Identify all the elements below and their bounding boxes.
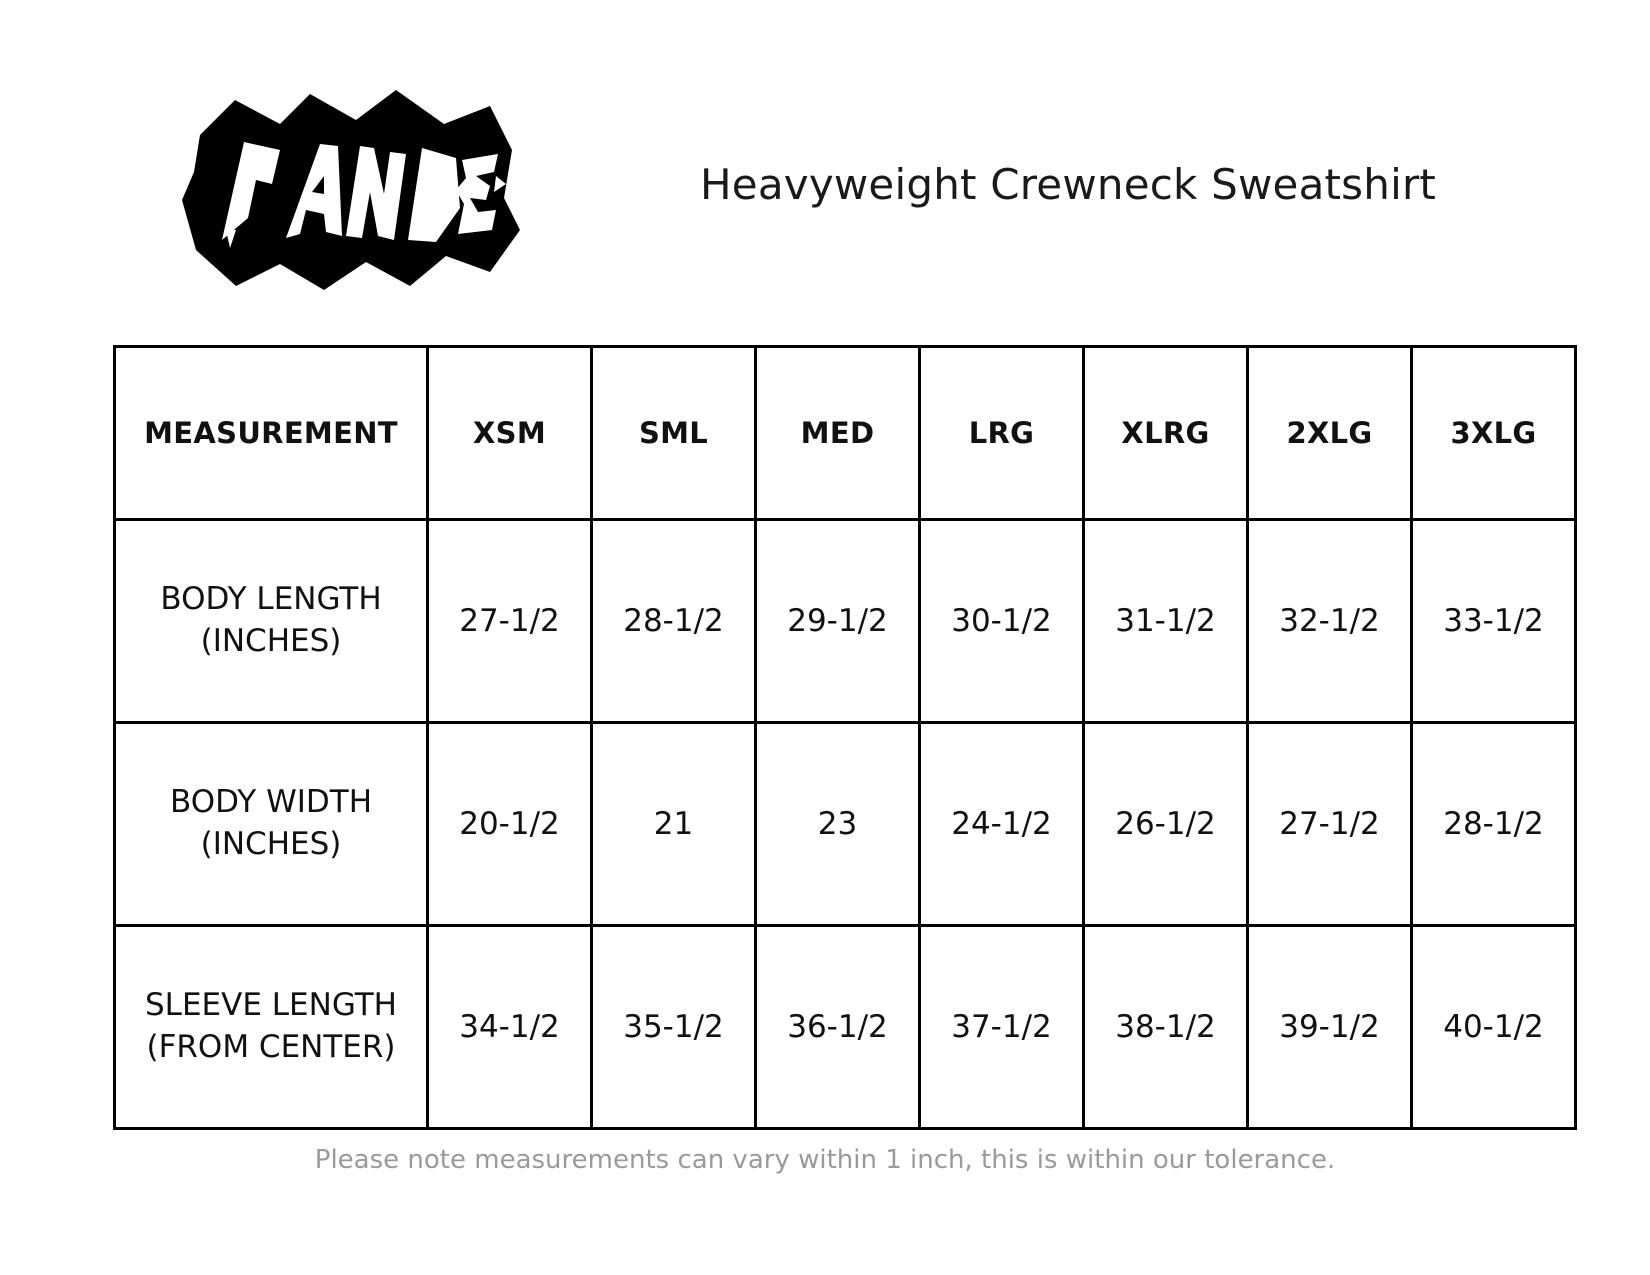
row-label-line2: (FROM CENTER)	[146, 1029, 396, 1065]
cell-body-length-3xlg: 33-1/2	[1412, 520, 1576, 723]
size-chart-table-wrapper	[113, 345, 1544, 1130]
column-header-measurement: MEASUREMENT	[115, 347, 428, 520]
table-header-row	[115, 347, 1576, 520]
column-header-med: MED	[756, 347, 920, 520]
cell-sleeve-length-xsm: 34-1/2	[428, 926, 592, 1129]
column-header-2xlg: 2XLG	[1248, 347, 1412, 520]
row-label-sleeve-length	[115, 926, 428, 1129]
row-label-body-length	[115, 520, 428, 723]
page-title: Heavyweight Crewneck Sweatshirt	[700, 160, 1437, 209]
column-header-xlrg: XLRG	[1084, 347, 1248, 520]
cell-body-length-med: 29-1/2	[756, 520, 920, 723]
table-header	[115, 347, 1576, 520]
table-row	[115, 926, 1576, 1129]
brand-logo-icon	[160, 80, 540, 310]
cell-sleeve-length-3xlg: 40-1/2	[1412, 926, 1576, 1129]
cell-body-length-xlrg: 31-1/2	[1084, 520, 1248, 723]
row-label-line1: SLEEVE LENGTH	[145, 987, 397, 1024]
cell-body-length-sml: 28-1/2	[592, 520, 756, 723]
column-header-3xlg: 3XLG	[1412, 347, 1576, 520]
cell-sleeve-length-xlrg: 38-1/2	[1084, 926, 1248, 1129]
table-row	[115, 723, 1576, 926]
cell-body-length-lrg: 30-1/2	[920, 520, 1084, 723]
cell-body-length-xsm: 27-1/2	[428, 520, 592, 723]
cell-body-width-med: 23	[756, 723, 920, 926]
table-body	[115, 520, 1576, 1129]
row-label-line1: BODY WIDTH	[170, 784, 372, 821]
column-header-lrg: LRG	[920, 347, 1084, 520]
cell-sleeve-length-sml: 35-1/2	[592, 926, 756, 1129]
cell-sleeve-length-2xlg: 39-1/2	[1248, 926, 1412, 1129]
cell-body-width-2xlg: 27-1/2	[1248, 723, 1412, 926]
page-header	[0, 60, 1650, 310]
cell-body-width-3xlg: 28-1/2	[1412, 723, 1576, 926]
cell-body-width-xsm: 20-1/2	[428, 723, 592, 926]
row-label-line2: (INCHES)	[200, 826, 342, 862]
cell-sleeve-length-lrg: 37-1/2	[920, 926, 1084, 1129]
row-label-line1: BODY LENGTH	[160, 581, 382, 618]
cell-sleeve-length-med: 36-1/2	[756, 926, 920, 1129]
table-row	[115, 520, 1576, 723]
row-label-body-width	[115, 723, 428, 926]
cell-body-width-xlrg: 26-1/2	[1084, 723, 1248, 926]
size-chart-table	[113, 345, 1577, 1130]
column-header-sml: SML	[592, 347, 756, 520]
column-header-xsm: XSM	[428, 347, 592, 520]
tolerance-note: Please note measurements can vary within 1 inch, this is within our tolerance.	[314, 1145, 1336, 1175]
cell-body-length-2xlg: 32-1/2	[1248, 520, 1412, 723]
row-label-line2: (INCHES)	[200, 623, 342, 659]
cell-body-width-sml: 21	[592, 723, 756, 926]
cell-body-width-lrg: 24-1/2	[920, 723, 1084, 926]
